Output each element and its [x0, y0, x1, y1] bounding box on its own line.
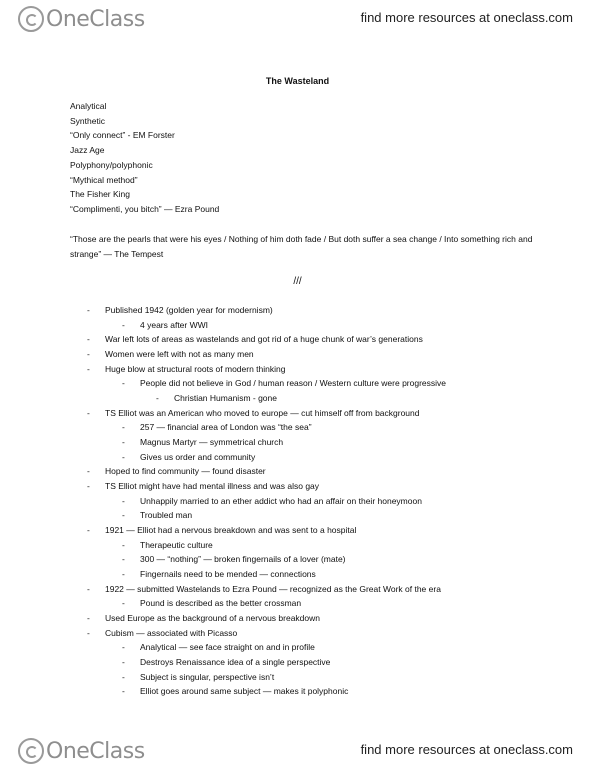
- bullet-text: Huge blow at structural roots of modern thinking: [105, 363, 286, 374]
- bullet-dash: -: [122, 437, 125, 448]
- bullet-dash: -: [87, 305, 90, 315]
- bullet-item-level-1: [87, 466, 266, 477]
- bullet-item-level-2: [122, 554, 346, 565]
- bullet-text: 1921 — Elliot had a nervous breakdown and was sent to a hospital: [105, 525, 357, 536]
- bullet-item-level-3: [156, 393, 277, 404]
- bullet-item-level-2: [122, 451, 256, 462]
- bullet-text: 300 — “nothing” — broken fingernails of a lover (mate): [140, 554, 346, 565]
- bullet-item-level-1: [87, 627, 238, 638]
- bullet-item-level-1: [87, 305, 273, 315]
- oneclass-logo-icon: [18, 738, 44, 764]
- brand-name: OneClass: [46, 6, 145, 32]
- bullet-dash: -: [87, 525, 90, 536]
- intro-item: Polyphony/polyphonic: [70, 159, 153, 170]
- bullet-item-level-1: [87, 363, 286, 374]
- bullet-text: War left lots of areas as wastelands and got rid of a huge chunk of war’s generations: [105, 334, 423, 345]
- intro-item: Synthetic: [70, 115, 105, 126]
- intro-item: The Fisher King: [70, 189, 130, 200]
- oneclass-footer-logo[interactable]: [18, 738, 145, 764]
- bullet-item-level-1: [87, 583, 441, 594]
- brand-name: OneClass: [46, 738, 145, 764]
- footer-tagline[interactable]: find more resources at oneclass.com: [360, 742, 573, 757]
- bullet-text: Gives us order and community: [140, 451, 256, 462]
- bullet-text: Cubism — associated with Picasso: [105, 627, 238, 638]
- bullet-item-level-2: [122, 569, 316, 580]
- bullet-dash: -: [122, 598, 125, 609]
- oneclass-logo-icon: [18, 6, 44, 32]
- bullet-dash: -: [122, 539, 125, 550]
- bullet-item-level-2: [122, 510, 193, 521]
- bullet-dash: -: [122, 671, 125, 682]
- oneclass-logo[interactable]: [18, 6, 145, 32]
- section-separator: ///: [293, 276, 302, 287]
- bullet-text: Hoped to find community — found disaster: [105, 466, 266, 477]
- bullet-item-level-2: [122, 657, 331, 668]
- bullet-dash: -: [87, 363, 90, 374]
- bullet-dash: -: [87, 627, 90, 638]
- bullet-item-level-1: [87, 613, 320, 624]
- tempest-quote: “Those are the pearls that were his eyes / Nothing of him doth fade / But doth suffer a sea change / Into something rich and strange” — The Tempest: [70, 234, 533, 259]
- bullet-dash: -: [87, 349, 90, 359]
- bullet-item-level-2: [122, 598, 302, 609]
- bullet-text: Used Europe as the background of a nervous breakdown: [105, 613, 320, 624]
- bullet-item-level-1: [87, 407, 420, 418]
- bullet-dash: -: [122, 686, 125, 697]
- bullet-dash: -: [87, 481, 90, 492]
- document-title: The Wasteland: [265, 76, 330, 86]
- bullet-item-level-1: [87, 525, 357, 536]
- bullet-text: TS Elliot was an American who moved to europe — cut himself off from background: [105, 407, 420, 418]
- bullet-text: Unhappily married to an ether addict who had an affair on their honeymoon: [140, 495, 422, 506]
- bullet-text: Therapeutic culture: [140, 539, 213, 550]
- bullet-text: Pound is described as the better crossman: [140, 598, 302, 609]
- page-footer: [0, 732, 595, 772]
- bullet-text: 4 years after WWI: [140, 319, 209, 330]
- bullet-text: Women were left with not as many men: [105, 349, 254, 359]
- bullet-text: People did not believe in God / human reason / Western culture were progressive: [140, 378, 447, 389]
- bullet-item-level-2: [122, 378, 447, 389]
- bullet-text: Magnus Martyr — symmetrical church: [140, 437, 284, 448]
- bullet-dash: -: [122, 378, 125, 389]
- bullet-item-level-2: [122, 539, 213, 550]
- intro-item: Jazz Age: [70, 145, 105, 156]
- bullet-text: Analytical — see face straight on and in profile: [140, 642, 315, 653]
- intro-item: Analytical: [70, 101, 107, 111]
- bullet-dash: -: [122, 495, 125, 506]
- intro-item: “Complimenti, you bitch” — Ezra Pound: [70, 203, 220, 214]
- bullet-dash: -: [122, 657, 125, 668]
- bullet-item-level-1: [87, 334, 423, 345]
- bullet-item-level-2: [122, 422, 312, 433]
- bullet-text: Troubled man: [140, 510, 193, 521]
- bullet-item-level-2: [122, 686, 349, 697]
- bullet-dash: -: [87, 613, 90, 624]
- bullet-text: Published 1942 (golden year for modernism): [105, 305, 273, 315]
- bullet-dash: -: [122, 642, 125, 653]
- header-tagline[interactable]: find more resources at oneclass.com: [360, 10, 573, 25]
- bullet-dash: -: [87, 583, 90, 594]
- intro-item: “Only connect” - EM Forster: [70, 130, 175, 141]
- bullet-dash: -: [122, 451, 125, 462]
- bullet-item-level-2: [122, 642, 315, 653]
- bullet-text: Subject is singular, perspective isn’t: [140, 671, 275, 682]
- bullet-dash: -: [87, 407, 90, 418]
- bullet-dash: -: [122, 319, 125, 330]
- bullet-dash: -: [156, 393, 159, 404]
- bullet-item-level-2: [122, 495, 422, 506]
- page-header: [0, 0, 595, 40]
- bullet-dash: -: [87, 334, 90, 345]
- bullet-text: 257 — financial area of London was “the sea”: [140, 422, 312, 433]
- intro-item: “Mythical method”: [70, 174, 138, 185]
- bullet-item-level-1: [87, 481, 320, 492]
- bullet-text: Fingernails need to be mended — connections: [140, 569, 316, 580]
- bullet-dash: -: [87, 466, 90, 477]
- bullet-dash: -: [122, 422, 125, 433]
- bullet-text: Destroys Renaissance idea of a single perspective: [140, 657, 331, 668]
- bullet-text: Christian Humanism - gone: [174, 393, 277, 404]
- bullet-dash: -: [122, 569, 125, 580]
- bullet-text: 1922 — submitted Wastelands to Ezra Pound — recognized as the Great Work of the era: [105, 583, 441, 594]
- bullet-item-level-2: [122, 437, 284, 448]
- bullet-dash: -: [122, 554, 125, 565]
- bullet-item-level-2: [122, 319, 209, 330]
- bullet-item-level-2: [122, 671, 275, 682]
- bullet-text: Elliot goes around same subject — makes it polyphonic: [140, 686, 349, 697]
- bullet-text: TS Elliot might have had mental illness and was also gay: [105, 481, 320, 492]
- bullet-dash: -: [122, 510, 125, 521]
- bullet-item-level-1: [87, 349, 254, 359]
